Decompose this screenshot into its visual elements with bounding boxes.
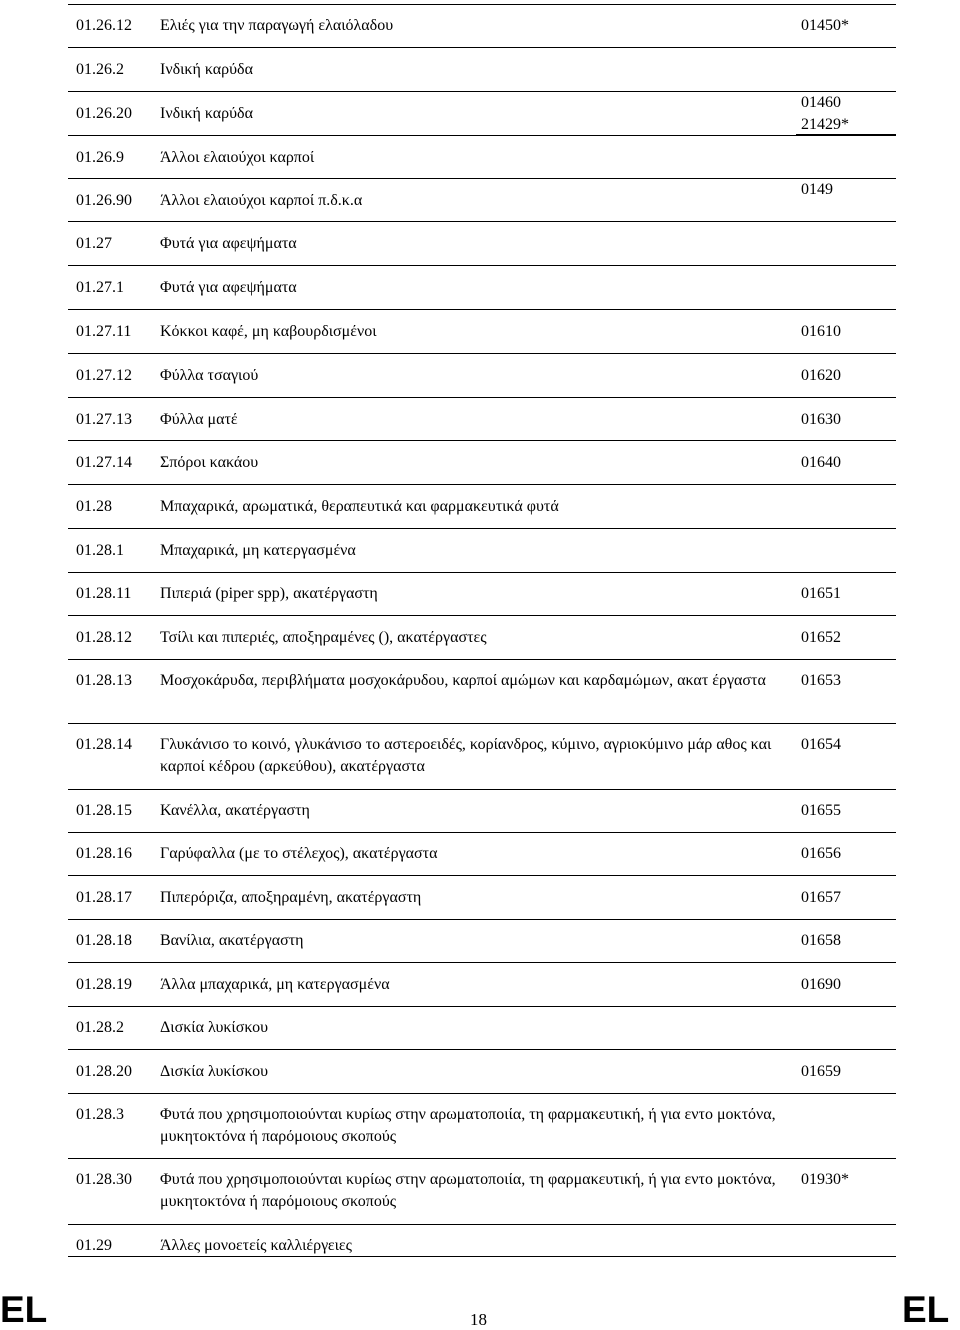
row-code: 01.29 bbox=[76, 1237, 112, 1254]
row-description: Τσίλι και πιπεριές, αποξηραμένες (), ακατέργαστες bbox=[160, 629, 487, 646]
row-description: Μπαχαρικά, μη κατεργασμένα bbox=[160, 542, 356, 559]
row-divider bbox=[68, 178, 896, 179]
row-cpa-code: 01659 bbox=[801, 1063, 841, 1080]
row-cpa-code: 01630 bbox=[801, 411, 841, 428]
row-description: Γαρύφαλλα (με το στέλεχος), ακατέργαστα bbox=[160, 845, 438, 862]
row-description: Άλλοι ελαιούχοι καρποί π.δ.κ.α bbox=[160, 192, 363, 209]
row-code: 01.28.1 bbox=[76, 542, 124, 559]
footer-language-code-left: EL bbox=[0, 1289, 48, 1330]
row-divider bbox=[68, 1049, 896, 1050]
row-description: Πιπερόριζα, αποξηραμένη, ακατέργαστη bbox=[160, 889, 422, 906]
row-divider bbox=[68, 484, 896, 485]
merged-cpa-cell bbox=[801, 92, 849, 136]
table-bottom-border bbox=[68, 1256, 896, 1257]
row-description: Δισκία λυκίσκου bbox=[160, 1019, 268, 1036]
row-code: 01.27 bbox=[76, 235, 112, 252]
row-code: 01.28.13 bbox=[76, 672, 132, 689]
row-divider bbox=[68, 221, 896, 222]
row-code: 01.28.14 bbox=[76, 736, 132, 753]
merged-cpa-line: 21429* bbox=[801, 116, 849, 133]
row-code: 01.26.9 bbox=[76, 149, 124, 166]
row-divider bbox=[68, 919, 896, 920]
row-divider bbox=[68, 440, 896, 441]
row-code: 01.27.13 bbox=[76, 411, 132, 428]
row-divider bbox=[68, 1006, 896, 1007]
row-description: Φυτά για αφεψήματα bbox=[160, 279, 297, 296]
row-divider bbox=[68, 723, 896, 724]
row-code: 01.28.19 bbox=[76, 976, 132, 993]
row-code: 01.28.17 bbox=[76, 889, 132, 906]
row-code: 01.28.15 bbox=[76, 802, 132, 819]
row-cpa-code: 01657 bbox=[801, 889, 841, 906]
row-divider bbox=[68, 832, 896, 833]
row-code: 01.28.30 bbox=[76, 1171, 132, 1188]
table-top-border bbox=[68, 4, 896, 5]
row-cpa-code: 01690 bbox=[801, 976, 841, 993]
row-description: Κόκκοι καφέ, μη καβουρδισμένοι bbox=[160, 323, 377, 340]
row-code: 01.26.20 bbox=[76, 105, 132, 122]
row-divider bbox=[68, 309, 896, 310]
row-code: 01.28.18 bbox=[76, 932, 132, 949]
row-code: 01.27.1 bbox=[76, 279, 124, 296]
row-divider bbox=[68, 1158, 896, 1159]
row-divider bbox=[68, 135, 896, 136]
row-description: Φυτά που χρησιμοποιούνται κυρίως στην αρωματοποιία, τη φαρμακευτική, ή για εντο μοκτόνα, μυκητοκτόνα ή παρόμοιους σκοπούς bbox=[160, 1171, 776, 1210]
row-divider bbox=[68, 265, 896, 266]
row-code: 01.28.12 bbox=[76, 629, 132, 646]
row-divider bbox=[68, 47, 896, 48]
row-cpa-code: 01652 bbox=[801, 629, 841, 646]
row-description: Φύλλα ματέ bbox=[160, 411, 238, 428]
row-description: Κανέλλα, ακατέργαστη bbox=[160, 802, 310, 819]
row-description: Άλλες μονοετείς καλλιέργειες bbox=[160, 1237, 352, 1254]
row-cpa-code: 01640 bbox=[801, 454, 841, 471]
row-cpa-code: 01655 bbox=[801, 802, 841, 819]
row-code: 01.27.12 bbox=[76, 367, 132, 384]
row-divider bbox=[68, 789, 896, 790]
row-description: Ινδική καρύδα bbox=[160, 61, 253, 78]
row-code: 01.28.3 bbox=[76, 1106, 124, 1123]
row-cpa-code: 01656 bbox=[801, 845, 841, 862]
row-cpa-code: 01610 bbox=[801, 323, 841, 340]
row-description: Ινδική καρύδα bbox=[160, 105, 253, 122]
row-description: Φύλλα τσαγιού bbox=[160, 367, 259, 384]
row-description: Φυτά για αφεψήματα bbox=[160, 235, 297, 252]
row-description: Άλλοι ελαιούχοι καρποί bbox=[160, 149, 315, 166]
row-description: Βανίλια, ακατέργαστη bbox=[160, 932, 304, 949]
footer-language-code-right: EL bbox=[902, 1289, 950, 1330]
row-description: Γλυκάνισο το κοινό, γλυκάνισο το αστεροειδές, κορίανδρος, κύμινο, αγριοκύμινο μάρ αθος και καρποί κέδρου (αρκεύθου), ακατέργαστα bbox=[160, 736, 772, 775]
row-cpa-code: 01930* bbox=[801, 1171, 849, 1188]
row-description: Σπόροι κακάου bbox=[160, 454, 259, 471]
row-description: Φυτά που χρησιμοποιούνται κυρίως στην αρωματοποιία, τη φαρμακευτική, ή για εντο μοκτόνα, μυκητοκτόνα ή παρόμοιους σκοπούς bbox=[160, 1106, 776, 1145]
row-divider bbox=[68, 962, 896, 963]
row-code: 01.26.90 bbox=[76, 192, 132, 209]
row-code: 01.26.12 bbox=[76, 17, 132, 34]
row-code: 01.28 bbox=[76, 498, 112, 515]
row-divider bbox=[68, 1093, 896, 1094]
merged-cpa-line: 01460 bbox=[801, 94, 841, 111]
row-description: Μοσχοκάρυδα, περιβλήματα μοσχοκάρυδου, καρποί αμώμων και καρδαμώμων, ακατ έργαστα bbox=[160, 672, 766, 689]
row-description: Πιπεριά (piper spp), ακατέργαστη bbox=[160, 585, 378, 602]
row-cpa-code: 01450* bbox=[801, 17, 849, 34]
row-cpa-code: 01651 bbox=[801, 585, 841, 602]
row-divider bbox=[68, 572, 896, 573]
row-description: Άλλα μπαχαρικά, μη κατεργασμένα bbox=[160, 976, 390, 993]
merged-cpa-cell bbox=[801, 179, 833, 201]
page-number: 18 bbox=[470, 1310, 487, 1329]
row-code: 01.28.11 bbox=[76, 585, 132, 602]
row-cpa-code: 01620 bbox=[801, 367, 841, 384]
row-divider bbox=[68, 875, 896, 876]
row-cpa-code: 01653 bbox=[801, 672, 841, 689]
row-divider bbox=[68, 353, 896, 354]
row-divider bbox=[68, 397, 896, 398]
row-divider bbox=[68, 615, 896, 616]
merged-cpa-line: 0149 bbox=[801, 181, 833, 198]
row-code: 01.28.20 bbox=[76, 1063, 132, 1080]
row-divider bbox=[68, 1224, 896, 1225]
row-code: 01.27.14 bbox=[76, 454, 132, 471]
row-code: 01.28.2 bbox=[76, 1019, 124, 1036]
row-description: Ελιές για την παραγωγή ελαιόλαδου bbox=[160, 17, 394, 34]
row-divider bbox=[68, 659, 896, 660]
row-description: Δισκία λυκίσκου bbox=[160, 1063, 268, 1080]
row-description: Μπαχαρικά, αρωματικά, θεραπευτικά και φαρμακευτικά φυτά bbox=[160, 498, 559, 515]
row-divider bbox=[68, 91, 896, 92]
row-code: 01.27.11 bbox=[76, 323, 132, 340]
row-code: 01.28.16 bbox=[76, 845, 132, 862]
row-code: 01.26.2 bbox=[76, 61, 124, 78]
row-cpa-code: 01658 bbox=[801, 932, 841, 949]
row-cpa-code: 01654 bbox=[801, 736, 841, 753]
row-divider bbox=[68, 528, 896, 529]
